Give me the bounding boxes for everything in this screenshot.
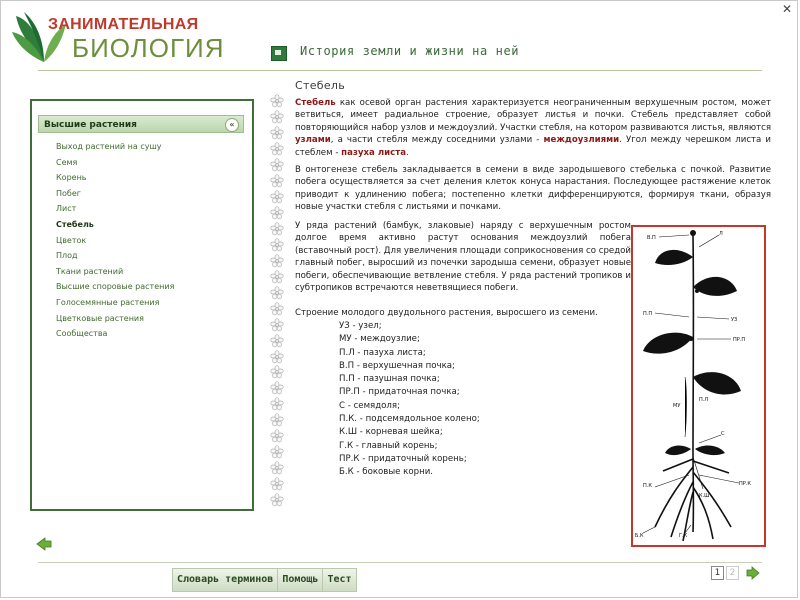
section-title: Стебель: [295, 79, 346, 92]
plant-diagram: [633, 227, 764, 545]
plant-figure: [631, 225, 766, 547]
history-book-icon[interactable]: [271, 46, 287, 61]
flower-icon: [270, 286, 284, 300]
label-prk: ПР.К: [739, 481, 751, 487]
flower-icon: [270, 365, 284, 379]
flower-icon: [270, 397, 284, 411]
flower-icon: [270, 270, 284, 284]
next-arrow-icon[interactable]: [746, 566, 760, 580]
flower-icon: [270, 94, 284, 108]
label-pp: П.П: [643, 311, 653, 317]
sidebar-item[interactable]: Высшие споровые растения: [56, 282, 175, 292]
flower-icon: [270, 334, 284, 348]
legend-item: Б.К - боковые корни.: [339, 467, 434, 478]
label-prp: ПР.П: [733, 337, 746, 343]
flower-decoration-column: [270, 94, 286, 509]
sidebar-item[interactable]: Выход растений на сушу: [56, 142, 162, 151]
flower-icon: [270, 110, 284, 124]
flower-icon: [270, 461, 284, 475]
prev-arrow-icon[interactable]: [36, 537, 52, 551]
flower-icon: [270, 206, 284, 220]
flower-icon: [270, 174, 284, 188]
legend-item: П.Л - пазуха листа;: [339, 347, 426, 358]
flower-icon: [270, 477, 284, 491]
help-button[interactable]: Помощь: [278, 569, 323, 591]
label-vp: В.П: [647, 235, 656, 241]
sidebar-item[interactable]: Цветковые растения: [56, 313, 144, 323]
flower-icon: [270, 222, 284, 236]
flower-icon: [270, 318, 284, 332]
sidebar-panel: [30, 99, 254, 511]
flower-icon: [270, 142, 284, 156]
flower-icon: [270, 493, 284, 507]
legend-item: МУ - междоузлие;: [339, 334, 420, 345]
label-gk: Г.К: [679, 533, 688, 539]
sidebar-item[interactable]: Ткани растений: [56, 266, 124, 276]
paragraph-figure-intro: Строение молодого двудольного растения, выросшего из семени.: [295, 308, 598, 318]
paragraph-branching: У ряда растений (бамбук, злаковые) наряду с верхушечным ростом долгое время активно растут основания междоузлий побега (вставочный рост). Для увеличения площади соприкосновения со средой главный побег, выросший из почечки зародыша семени, образует новые побеги, обеспечивающие ветвление стебля. У ряда растений тропиков и субтропиков встречаются неветвящиеся побеги.: [295, 221, 631, 294]
test-button[interactable]: Тест: [323, 569, 355, 591]
legend-item: П.К. - подсемядольное колено;: [339, 414, 480, 425]
sidebar-item[interactable]: Семя: [56, 157, 78, 167]
flower-icon: [270, 254, 284, 268]
page-2-button[interactable]: 2: [726, 566, 739, 580]
glossary-button[interactable]: Словарь терминов: [173, 569, 278, 591]
paragraph-ontogenesis: В онтогенезе стебель закладывается в семени в виде зародышевого стебелька с почкой. Развитие побега осуществляется за счет деления клеток конуса нарастания. Последующее растяжение клеток приводит к удлинению побега; постепенно клетки дифференцируются, формируя ткани, образуя новые участки стебля с листьями и почками.: [295, 165, 771, 213]
collapse-icon[interactable]: «: [225, 118, 239, 132]
flower-icon: [270, 302, 284, 316]
label-pk: П.К: [643, 483, 652, 489]
label-pl: П.Л: [699, 397, 709, 403]
logo-title-top: ЗАНИМАТЕЛЬНАЯ: [48, 16, 199, 33]
term-leaf-axil[interactable]: пазуха листа: [341, 147, 407, 158]
term-internodes[interactable]: междоузлиями: [543, 135, 620, 146]
sidebar-header[interactable]: [38, 115, 244, 133]
legend-item: Г.К - главный корень;: [339, 440, 438, 451]
flower-icon: [270, 350, 284, 364]
close-button[interactable]: ✕: [781, 2, 793, 16]
sidebar-item[interactable]: Корень: [56, 173, 87, 183]
label-mu: МУ: [673, 403, 681, 409]
header-divider: [38, 70, 762, 71]
sidebar-item[interactable]: Лист: [56, 204, 77, 214]
legend-item: ПР.К - придаточный корень;: [339, 453, 467, 464]
legend-item: П.П - пазушная почка;: [339, 374, 440, 385]
legend-item: К.Ш - корневая шейка;: [339, 427, 443, 438]
flower-icon: [270, 413, 284, 427]
legend-item: С - семядоля;: [339, 400, 400, 411]
sidebar-item[interactable]: Плод: [56, 251, 78, 261]
label-bk: Б.К: [635, 533, 644, 539]
sidebar-item[interactable]: Голосемянные растения: [56, 297, 160, 307]
sidebar-item[interactable]: Побег: [56, 188, 81, 198]
flower-icon: [270, 381, 284, 395]
flower-icon: [270, 126, 284, 140]
sidebar-title: Высшие растения: [44, 120, 137, 130]
footer-divider: [38, 562, 762, 563]
page-1-button[interactable]: 1: [711, 566, 724, 580]
footer-toolbar: [172, 568, 357, 592]
label-uz: УЗ: [731, 317, 738, 323]
flower-icon: [270, 158, 284, 172]
sidebar-menu: [56, 139, 174, 342]
sidebar-item[interactable]: Стебель: [56, 219, 94, 229]
term-nodes[interactable]: узлами: [295, 135, 331, 146]
label-ksh: К.Ш: [699, 493, 710, 499]
legend-item: УЗ - узел;: [339, 321, 382, 331]
legend-item: ПР.П - придаточная почка;: [339, 387, 460, 398]
paragraph-definition: Стебель как осевой орган растения характеризуется неограниченным верхушечным ростом, может ветвиться, имеет радиальное строение, образует листья и почки. Стебель представляет собой повторяющийся набор узлов и междоузлий. Участки стебля, на котором развиваются листья, являются узлами, а части стебля между соседними узлами - междоузлиями. Угол между черешком листа и стеблем - пазуха листа.: [295, 98, 772, 158]
logo-title-bottom: БИОЛОГИЯ: [72, 33, 225, 63]
history-link[interactable]: История земли и жизни на ней: [300, 44, 520, 58]
flower-icon: [270, 445, 284, 459]
flower-icon: [270, 190, 284, 204]
figure-legend-list: [339, 320, 480, 480]
sidebar-item[interactable]: Цветок: [56, 235, 87, 245]
flower-icon: [270, 429, 284, 443]
label-l: Л: [719, 231, 723, 237]
sidebar-item[interactable]: Сообщества: [56, 329, 108, 339]
term-stem[interactable]: Стебель: [295, 98, 336, 108]
label-s: С: [721, 431, 725, 437]
flower-icon: [270, 238, 284, 252]
legend-item: В.П - верхушечная почка;: [339, 360, 455, 371]
